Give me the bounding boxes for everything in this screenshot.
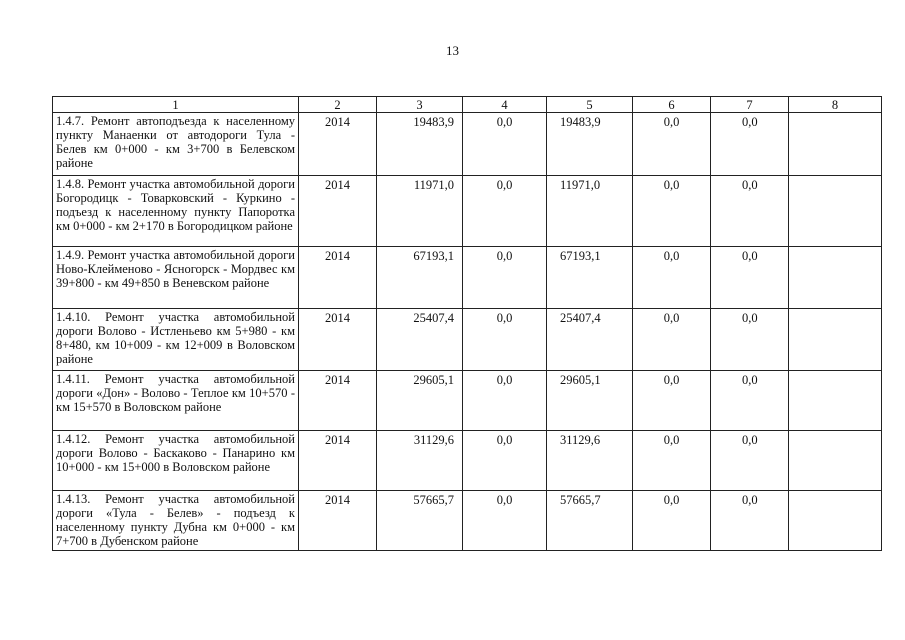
value-cell: 19483,9: [377, 113, 463, 176]
value-cell: 0,0: [633, 309, 711, 371]
value-cell: 0,0: [633, 176, 711, 247]
value-cell: 25407,4: [547, 309, 633, 371]
value-cell: [789, 371, 882, 431]
year-cell: 2014: [299, 176, 377, 247]
value-cell: [789, 309, 882, 371]
year-cell: 2014: [299, 491, 377, 551]
table-row: [53, 176, 882, 247]
value-cell: 19483,9: [547, 113, 633, 176]
value-cell: [789, 247, 882, 309]
value-cell: 0,0: [711, 176, 789, 247]
table-row: [53, 113, 882, 176]
value-cell: 0,0: [711, 491, 789, 551]
year-cell: 2014: [299, 371, 377, 431]
value-cell: 0,0: [463, 371, 547, 431]
year-cell: 2014: [299, 431, 377, 491]
table-row: [53, 491, 882, 551]
column-header: 3: [377, 97, 463, 113]
value-cell: 0,0: [711, 309, 789, 371]
value-cell: [789, 431, 882, 491]
row-description: 1.4.10. Ремонт участка автомобильной дороги Волово - Истленьево км 5+980 - км 8+480, км 10+009 - км 12+009 в Воловском районе: [53, 309, 299, 371]
value-cell: 0,0: [633, 431, 711, 491]
table-row: [53, 371, 882, 431]
value-cell: 25407,4: [377, 309, 463, 371]
year-cell: 2014: [299, 309, 377, 371]
column-header: 1: [53, 97, 299, 113]
value-cell: 0,0: [633, 247, 711, 309]
row-description: 1.4.12. Ремонт участка автомобильной дороги Волово - Баскаково - Панарино км 10+000 - км 15+000 в Воловском районе: [53, 431, 299, 491]
column-header: 7: [711, 97, 789, 113]
value-cell: [789, 176, 882, 247]
value-cell: 31129,6: [377, 431, 463, 491]
value-cell: 0,0: [463, 309, 547, 371]
row-description: 1.4.7. Ремонт автоподъезда к населенному пункту Манаенки от автодороги Тула - Белев км 0+000 - км 3+700 в Белевском районе: [53, 113, 299, 176]
value-cell: 0,0: [633, 113, 711, 176]
value-cell: 67193,1: [377, 247, 463, 309]
column-header: 8: [789, 97, 882, 113]
page-number: 13: [446, 43, 459, 58]
value-cell: 0,0: [463, 431, 547, 491]
value-cell: 57665,7: [377, 491, 463, 551]
value-cell: 11971,0: [377, 176, 463, 247]
value-cell: [789, 113, 882, 176]
value-cell: 0,0: [711, 113, 789, 176]
row-description: 1.4.9. Ремонт участка автомобильной дороги Ново-Клейменово - Ясногорск - Мордвес км 39+800 - км 49+850 в Веневском районе: [53, 247, 299, 309]
column-header: 5: [547, 97, 633, 113]
budget-table: [52, 96, 882, 551]
table-row: [53, 247, 882, 309]
value-cell: 67193,1: [547, 247, 633, 309]
table-row: [53, 431, 882, 491]
table-row: [53, 309, 882, 371]
value-cell: 0,0: [633, 491, 711, 551]
value-cell: 0,0: [463, 113, 547, 176]
value-cell: 31129,6: [547, 431, 633, 491]
column-header: 2: [299, 97, 377, 113]
row-description: 1.4.8. Ремонт участка автомобильной дороги Богородицк - Товарковский - Куркино - подъезд к населенному пункту Папоротка км 0+000 - км 2+170 в Богородицком районе: [53, 176, 299, 247]
value-cell: 11971,0: [547, 176, 633, 247]
value-cell: 57665,7: [547, 491, 633, 551]
value-cell: 0,0: [463, 491, 547, 551]
value-cell: 0,0: [463, 247, 547, 309]
value-cell: 0,0: [633, 371, 711, 431]
value-cell: 0,0: [711, 247, 789, 309]
value-cell: 29605,1: [377, 371, 463, 431]
value-cell: 0,0: [711, 371, 789, 431]
column-header: 4: [463, 97, 547, 113]
row-description: 1.4.13. Ремонт участка автомобильной дороги «Тула - Белев» - подъезд к населенному пункту Дубна км 0+000 - км 7+700 в Дубенском районе: [53, 491, 299, 551]
value-cell: 0,0: [463, 176, 547, 247]
row-description: 1.4.11. Ремонт участка автомобильной дороги «Дон» - Волово - Теплое км 10+570 - км 15+570 в Воловском районе: [53, 371, 299, 431]
year-cell: 2014: [299, 247, 377, 309]
value-cell: [789, 491, 882, 551]
table-header-row: [53, 97, 882, 113]
column-header: 6: [633, 97, 711, 113]
value-cell: 29605,1: [547, 371, 633, 431]
value-cell: 0,0: [711, 431, 789, 491]
year-cell: 2014: [299, 113, 377, 176]
